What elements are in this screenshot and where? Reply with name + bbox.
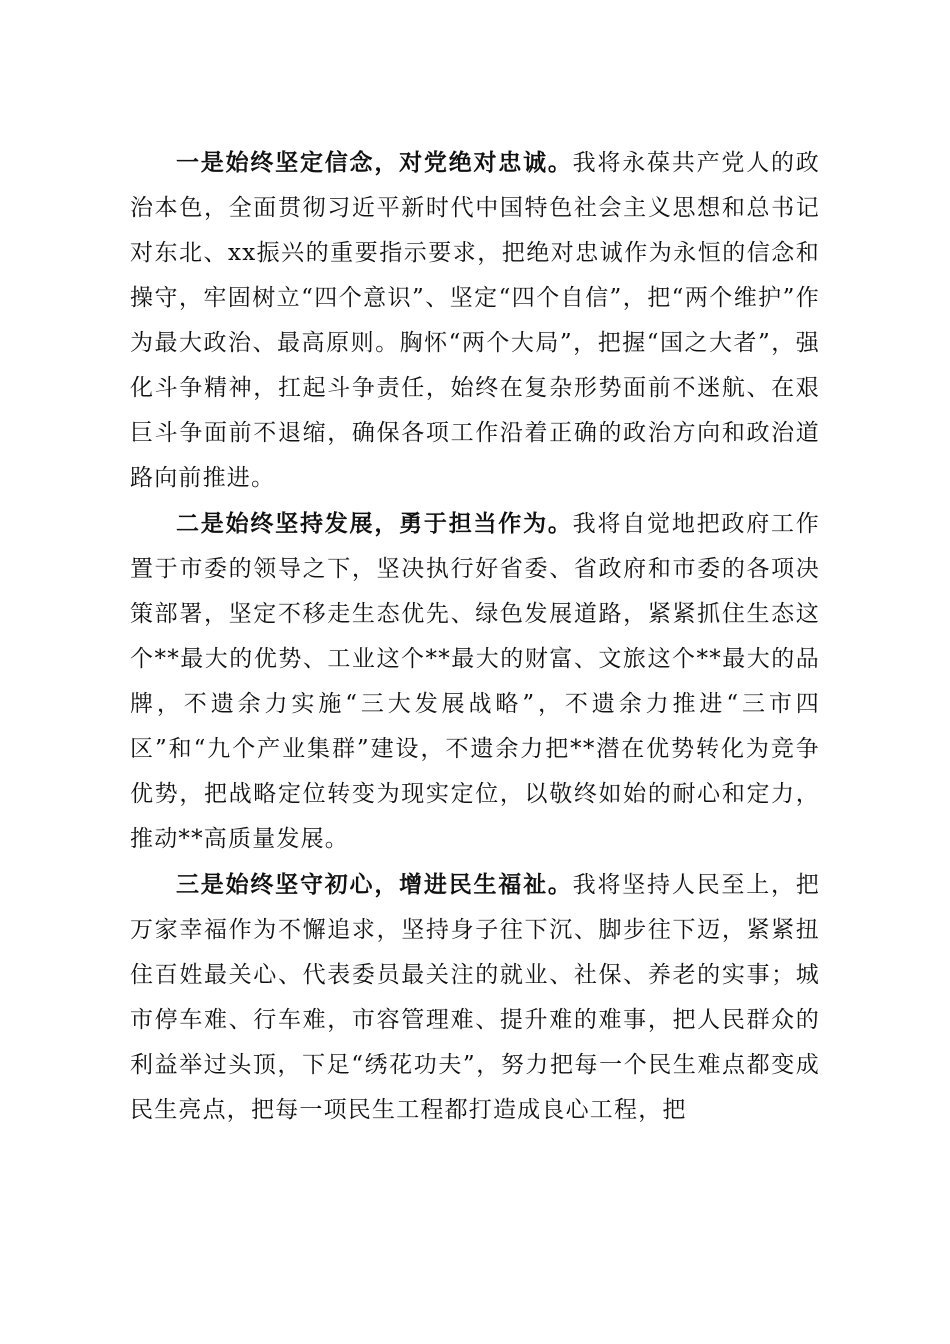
paragraph-2-text: 我将自觉地把政府工作置于市委的领导之下，坚决执行好省委、省政府和市委的各项决策部署，坚定不移走生态优先、绿色发展道路，紧紧抓住生态这个**最大的优势、工业这个**最大的财富、文旅这个**最大的品牌，不遗余力实施“三大发展战略”，不遗余力推进“三市四区”和“九个产业集群”建设，不遗余力把**潜在优势转化为竞争优势，把战略定位转变为现实定位，以敬终如始的耐心和定力，推动**高质量发展。	[130, 511, 820, 852]
paragraph-2	[130, 501, 820, 862]
paragraph-1-lead: 一是始终坚定信念，对党绝对忠诚。	[176, 149, 573, 176]
paragraph-3-lead: 三是始终坚守初心，增进民生福祉。	[176, 871, 573, 898]
paragraph-3	[130, 862, 820, 1133]
document-body	[130, 140, 820, 1133]
paragraph-1	[130, 140, 820, 501]
paragraph-1-text: 我将永葆共产党人的政治本色，全面贯彻习近平新时代中国特色社会主义思想和总书记对东北、xx振兴的重要指示要求，把绝对忠诚作为永恒的信念和操守，牢固树立“四个意识”、坚定“四个自信”，把“两个维护”作为最大政治、最高原则。胸怀“两个大局”，把握“国之大者”，强化斗争精神，扛起斗争责任，始终在复杂形势面前不迷航、在艰巨斗争面前不退缩，确保各项工作沿着正确的政治方向和政治道路向前推进。	[130, 150, 820, 491]
paragraph-2-lead: 二是始终坚持发展，勇于担当作为。	[176, 510, 573, 537]
paragraph-3-text: 我将坚持人民至上，把万家幸福作为不懈追求，坚持身子往下沉、脚步往下迈，紧紧扭住百姓最关心、代表委员最关注的就业、社保、养老的实事；城市停车难、行车难，市容管理难、提升难的难事，把人民群众的利益举过头顶，下足“绣花功夫”，努力把每一个民生难点都变成民生亮点，把每一项民生工程都打造成良心工程，把	[130, 872, 820, 1123]
